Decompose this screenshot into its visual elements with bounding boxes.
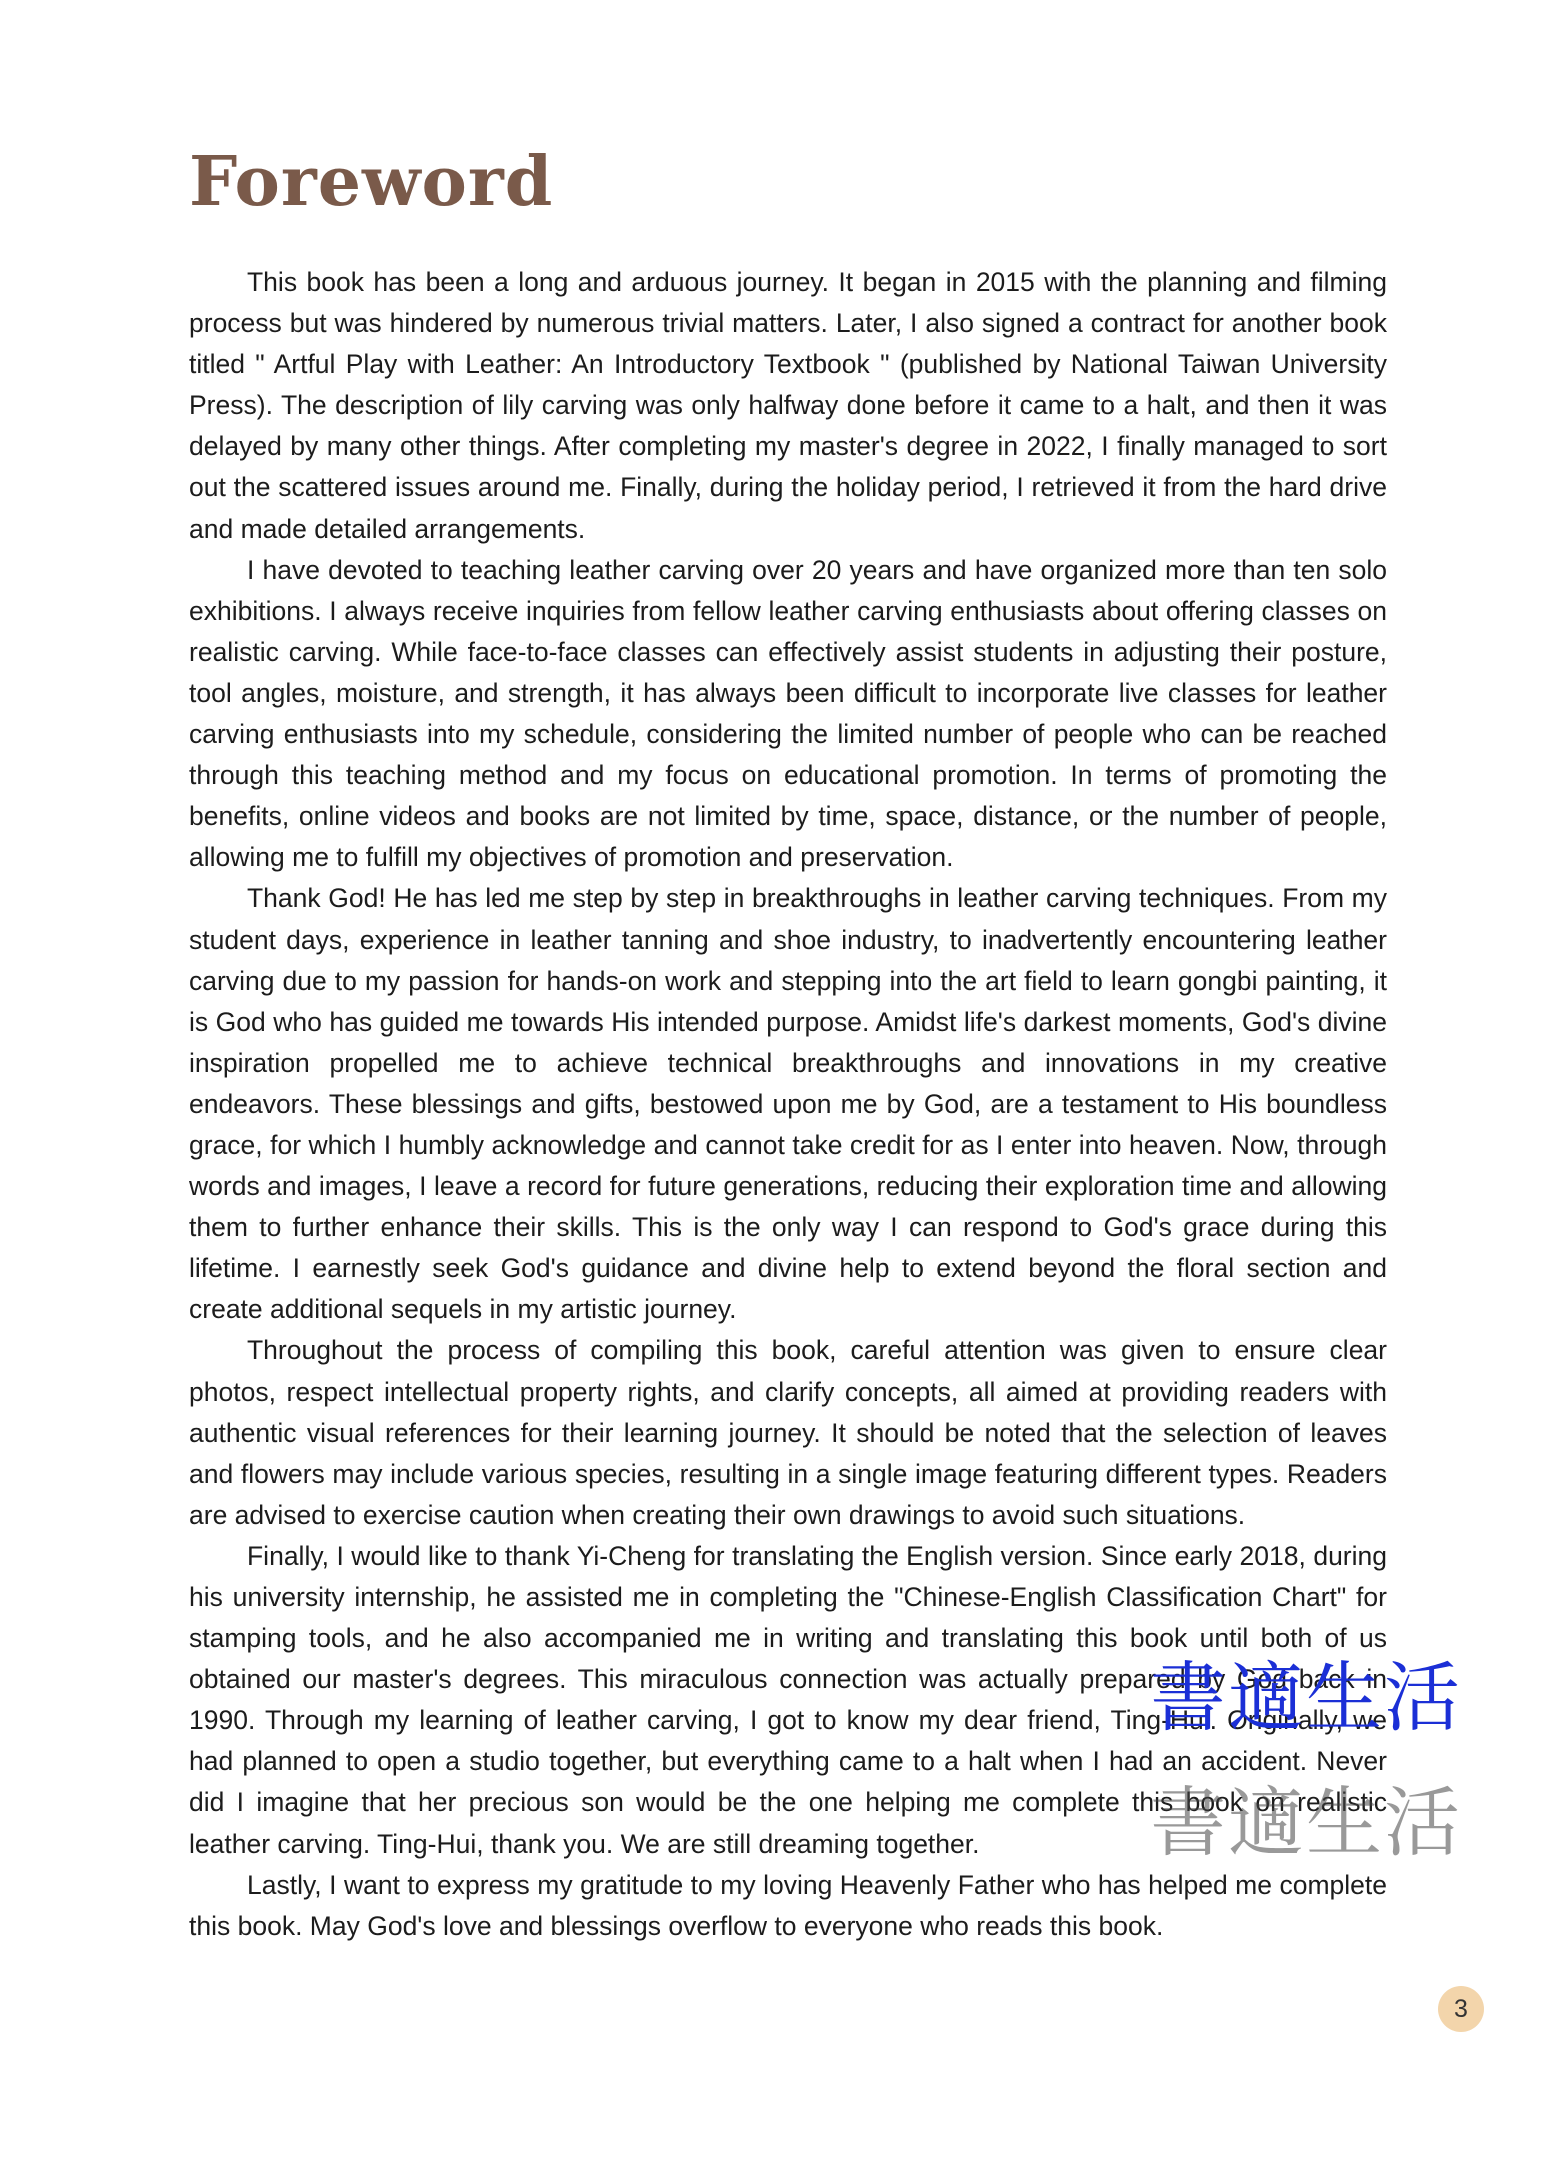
page-title: Foreword xyxy=(189,142,554,222)
paragraph-4: Throughout the process of compiling this book, careful attention was given to ensure clear photos, respect intellectual property rights, and clarify concepts, all aimed at providing readers with authentic visual references for their learning journey. It should be noted that the selection of leaves and flowers may include various species, resulting in a single image featuring different types. Readers are advised to exercise caution when creating their own drawings to avoid such situations. xyxy=(189,1335,1387,1530)
paragraph-6: Lastly, I want to express my gratitude to my loving Heavenly Father who has helped me complete this book. May God's love and blessings overflow to everyone who reads this book. xyxy=(189,1869,1387,1941)
watermark-gray: 書適生活 xyxy=(1150,1778,1462,1867)
paragraph-1: This book has been a long and arduous journey. It began in 2015 with the planning and filming process but was hindered by numerous trivial matters. Later, I also signed a contract for another book titled " Artful Play with Leather: An Introductory Textbook " (published by National Taiwan University Press). The description of lily carving was only halfway done before it came to a halt, and then it was delayed by many other things. After completing my master's degree in 2022, I finally managed to sort out the scattered issues around me. Finally, during the holiday period, I retrieved it from the hard drive and made detailed arrangements. xyxy=(189,267,1387,544)
paragraph-3: Thank God! He has led me step by step in breakthroughs in leather carving techniques. From my student days, experience in leather tanning and shoe industry, to inadvertently encountering leather carving due to my passion for hands-on work and stepping into the art field to learn gongbi painting, it is God who has guided me towards His intended purpose. Amidst life's darkest moments, God's divine inspiration propelled me to achieve technical breakthroughs and innovations in my creative endeavors. These blessings and gifts, bestowed upon me by God, are a testament to His boundless grace, for which I humbly acknowledge and cannot take credit for as I enter into heaven. Now, through words and images, I leave a record for future generations, reducing their exploration time and allowing them to further enhance their skills. This is the only way I can respond to God's grace during this lifetime. I earnestly seek God's guidance and divine help to extend beyond the floral section and create additional sequels in my artistic journey. xyxy=(189,883,1387,1325)
paragraph-2: I have devoted to teaching leather carving over 20 years and have organized more than ten solo exhibitions. I always receive inquiries from fellow leather carving enthusiasts about offering classes on realistic carving. While face-to-face classes can effectively assist students in adjusting their posture, tool angles, moisture, and strength, it has always been difficult to incorporate live classes for leather carving enthusiasts into my schedule, considering the limited number of people who can be reached through this teaching method and my focus on educational promotion. In terms of promoting the benefits, online videos and books are not limited by time, space, distance, or the number of people, allowing me to fulfill my objectives of promotion and preservation. xyxy=(189,554,1387,873)
paragraph-5: Finally, I would like to thank Yi-Cheng for translating the English version. Since early 2018, during his university internship, he assisted me in completing the "Chinese-English Classification Chart" for stamping tools, and he also accompanied me in writing and translating this book until both of us obtained our master's degrees. This miraculous connection was actually prepared by God back in 1990. Through my learning of leather carving, I got to know my dear friend, Ting-Hui. Originally, we had planned to open a studio together, but everything came to a halt when I had an accident. Never did I imagine that her precious son would be the one helping me complete this book on realistic leather carving. Ting-Hui, thank you. We are still dreaming together. xyxy=(189,1540,1387,1859)
page-number-badge: 3 xyxy=(1438,1986,1484,2032)
watermark-blue: 書適生活 xyxy=(1150,1653,1462,1742)
